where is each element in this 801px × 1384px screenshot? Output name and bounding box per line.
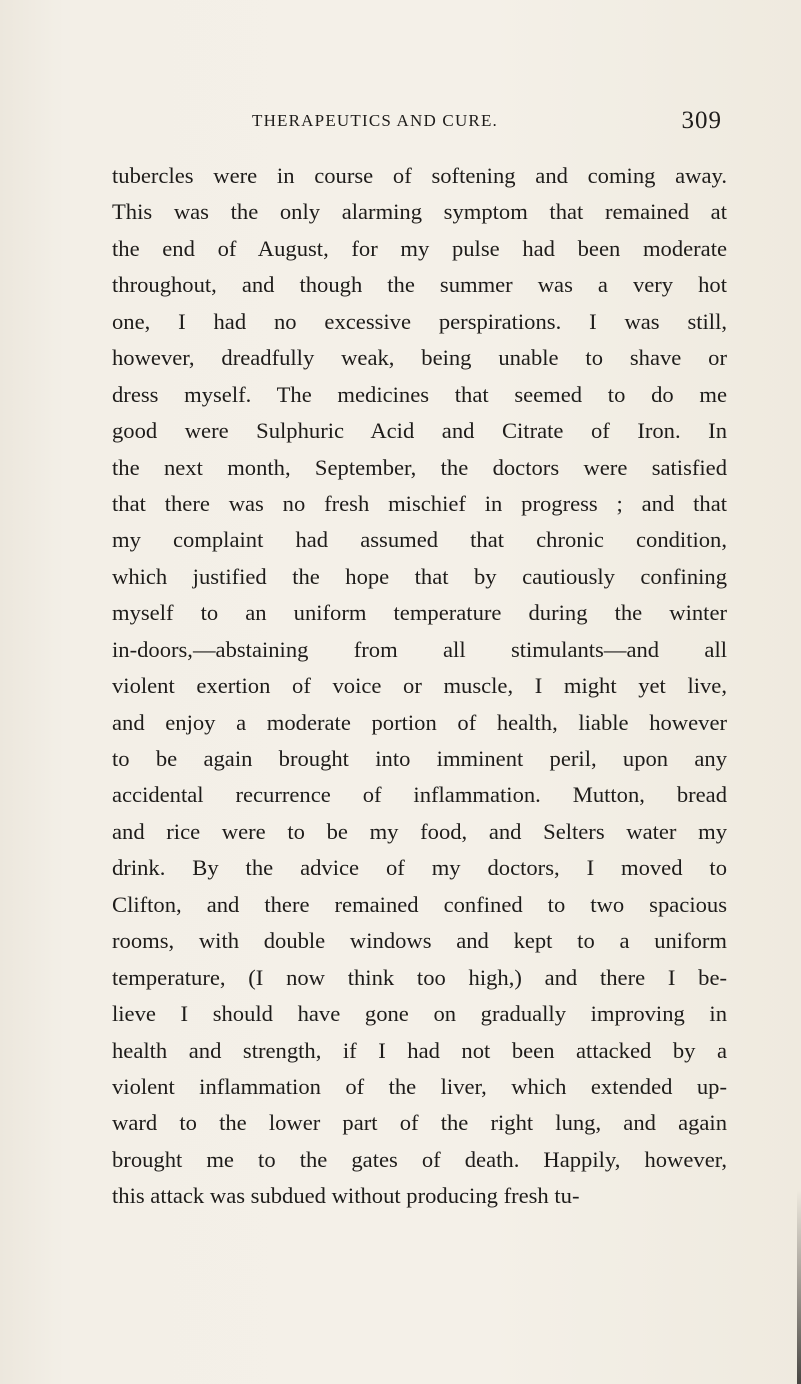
text-line: brought me to the gates of death. Happily, however, bbox=[112, 1146, 727, 1172]
text-line: lieve I should have gone on gradually improving in bbox=[112, 1001, 727, 1027]
text-line: health and strength, if I had not been attacked by a bbox=[112, 1037, 727, 1063]
text-line: and enjoy a moderate portion of health, liable however bbox=[112, 709, 727, 735]
text-line: however, dreadfully weak, being unable to shave or bbox=[112, 345, 727, 371]
text-line: that there was no fresh mischief in progress ; and that bbox=[112, 490, 727, 516]
text-line: violent inflammation of the liver, which extended up- bbox=[112, 1073, 727, 1099]
running-title: THERAPEUTICS AND CURE. bbox=[252, 111, 498, 130]
running-head bbox=[252, 107, 722, 139]
text-line: which justified the hope that by cautiously confining bbox=[112, 563, 727, 589]
text-line: violent exertion of voice or muscle, I might yet live, bbox=[112, 673, 727, 699]
text-line: the next month, September, the doctors were satisfied bbox=[112, 454, 727, 480]
text-line: myself to an uniform temperature during the winter bbox=[112, 600, 727, 626]
text-line: ward to the lower part of the right lung, and again bbox=[112, 1110, 727, 1136]
text-line: This was the only alarming symptom that remained at bbox=[112, 199, 727, 225]
text-line: and rice were to be my food, and Selters water my bbox=[112, 818, 727, 844]
text-line: tubercles were in course of softening and coming away. bbox=[112, 163, 727, 188]
text-line: dress myself. The medicines that seemed to do me bbox=[112, 381, 727, 407]
text-line: to be again brought into imminent peril, upon any bbox=[112, 746, 727, 771]
body-text bbox=[112, 158, 727, 1215]
text-line: good were Sulphuric Acid and Citrate of Iron. In bbox=[112, 418, 727, 444]
text-line: this attack was subdued without producing fresh tu- bbox=[112, 1183, 580, 1209]
text-line: my complaint had assumed that chronic condition, bbox=[112, 527, 727, 553]
page-number: 309 bbox=[681, 107, 722, 134]
text-line: accidental recurrence of inflammation. Mutton, bread bbox=[112, 782, 727, 808]
text-line: one, I had no excessive perspirations. I was still, bbox=[112, 308, 727, 334]
text-line: temperature, (I now think too high,) and there I be- bbox=[112, 964, 727, 990]
text-line: Clifton, and there remained confined to two spacious bbox=[112, 891, 727, 917]
page-edge-shadow bbox=[797, 1190, 801, 1384]
text-line: in-doors,—abstaining from all stimulants—and all bbox=[112, 636, 727, 662]
text-line: throughout, and though the summer was a very hot bbox=[112, 272, 727, 298]
text-line: drink. By the advice of my doctors, I moved to bbox=[112, 855, 727, 881]
text-line: the end of August, for my pulse had been moderate bbox=[112, 235, 727, 261]
text-line: rooms, with double windows and kept to a uniform bbox=[112, 928, 727, 954]
